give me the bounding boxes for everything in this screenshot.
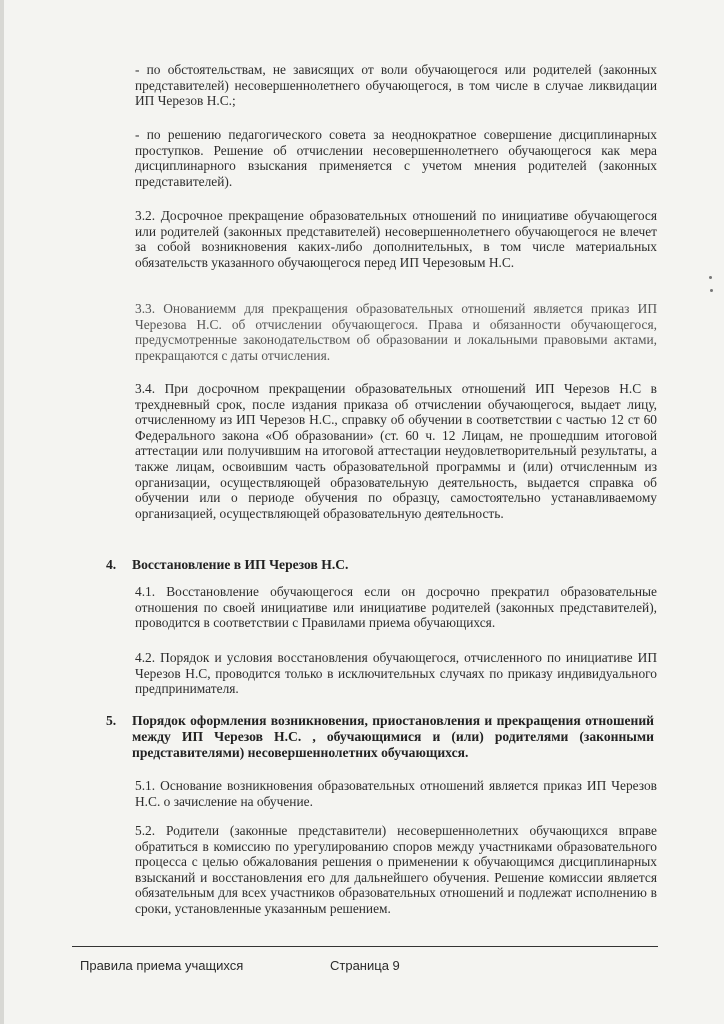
paragraph-5-2: 5.2. Родители (законные представители) несовершеннолетних обучающихся вправе обратиться в комиссию по урегулированию споров между участниками образовательного процесса с целью обжалования решения о применении к обучающимся дисциплинарных взысканий и восстановления его для дальнейшего обучения. Решение комиссии является обязательным для всех участников образовательных отношений и подлежат исполнению в сроки, установленные указанным решением. — [135, 823, 657, 916]
footer-rule — [72, 946, 658, 947]
section-5-heading — [106, 713, 654, 761]
paragraph-5-1: 5.1. Основание возникновения образовательных отношений является приказ ИП Черезов Н.С. о зачисление на обучение. — [135, 778, 657, 809]
section-4-number: 4. — [106, 557, 117, 572]
section-5-title: Порядок оформления возникновения, приостановления и прекращения отношений между ИП Черезов Н.С. , обучающимися и (или) родителями (законными представителями) несовершеннолетних обучающихся. — [132, 713, 654, 760]
paragraph-pedagogical-council: - по решению педагогического совета за неоднократное совершение дисциплинарных проступков. Решение об отчислении несовершеннолетнего обучающегося как мера дисциплинарного взыскания применяется с учетом мнения родителей (законных представителей). — [135, 127, 657, 189]
footer-document-title: Правила приема учащихся — [80, 958, 244, 973]
scan-speck — [710, 289, 713, 292]
footer-page-number: Страница 9 — [330, 958, 400, 973]
paragraph-4-2: 4.2. Порядок и условия восстановления обучающегося, отчисленного по инициативе ИП Черезов Н.С, проводится только в исключительных случаях по приказу индивидуального предпринимателя. — [135, 650, 657, 697]
section-5-number: 5. — [106, 713, 117, 728]
section-4-title: Восстановление в ИП Черезов Н.С. — [132, 557, 349, 572]
paragraph-3-3: 3.3. Онованиемм для прекращения образовательных отношений является приказ ИП Черезова Н.С. об отчислении обучающегося. Права и обязанности обучающегося, предусмотренные законодательством об образовании и локальными правовыми актами, прекращаются с даты отчисления. — [135, 301, 657, 363]
section-4-heading — [106, 557, 652, 573]
paragraph-circumstances: - по обстоятельствам, не зависящих от воли обучающегося или родителей (законных представителей) несовершеннолетнего обучающегося, в том числе в случае ликвидации ИП Черезов Н.С.; — [135, 62, 657, 109]
paragraph-3-4: 3.4. При досрочном прекращении образовательных отношений ИП Черезов Н.С в трехдневный срок, после издания приказа об отчислении обучающегося, выдает лицу, отчисленному из ИП Черезов Н.С., справку об обучении в соответствии с частью 12 ст 60 Федерального закона «Об образовании» (ст. 60 ч. 12 Лицам, не прошедшим итоговой аттестации или получившим на итоговой аттестации неудовлетворительный результаты, а также лицам, освоившим часть образовательной программы и (или) отчисленным из организации, осуществляющей образовательную деятельность, выдается справка об обучении или о периоде обучения по образцу, самостоятельно устанавливаемому организацией, осуществляющей образовательную деятельность. — [135, 381, 657, 521]
scan-speck — [709, 276, 712, 279]
paragraph-4-1: 4.1. Восстановление обучающегося если он досрочно прекратил образовательные отношения по своей инициативе или инициативе родителей (законных представителей), проводится в соответствии с Правилами приема обучающихся. — [135, 584, 657, 631]
paragraph-3-2: 3.2. Досрочное прекращение образовательных отношений по инициативе обучающегося или родителей (законных представителей) несовершеннолетнего обучающегося не влечет за собой возникновения каких-либо дополнительных, в том числе материальных обязательств указанного обучающегося перед ИП Черезовым Н.С. — [135, 208, 657, 270]
